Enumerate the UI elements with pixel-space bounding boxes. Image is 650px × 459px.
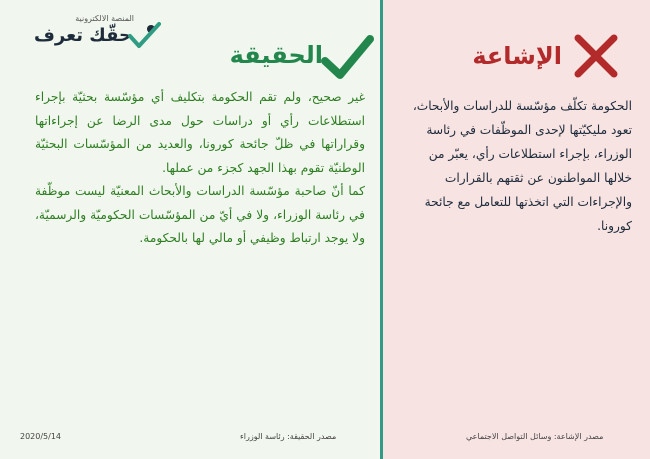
rumor-heading (450, 32, 630, 84)
platform-logo (22, 14, 162, 50)
rumor-title: الإشاعة (472, 42, 562, 70)
cross-icon (570, 32, 622, 80)
fact-title: الحقيقة (229, 41, 323, 69)
fact-source: مصدر الحقيقة: رئاسة الوزراء (240, 432, 337, 441)
logo-subtitle: المنصة الالكترونية (75, 14, 134, 23)
checkmark-icon (320, 33, 375, 81)
fact-heading (195, 33, 375, 83)
fact-body (35, 86, 365, 251)
fact-paragraph-1: غير صحيح، ولم تقم الحكومة بتكليف أي مؤسّسة بحثيّة بإجراء استطلاعات رأي أو دراسات حول مدى الرضا عن إجراءاتها وقراراتها في ظلّ جائحة كورونا، والعديد من المؤسّسات البحثيّة الوطنيّة تقوم بهذا الجهد كجزء من عملها. (35, 90, 365, 175)
rumor-source: مصدر الإشاعة: وسائل التواصل الاجتماعي (466, 432, 604, 441)
fact-paragraph-2: كما أنّ صاحبة مؤسّسة الدراسات والأبحاث المعنيّة ليست موظّفة في رئاسة الوزراء، ولا في أيّ من المؤسّسات الحكوميّة والرسميّة، ولا يوجد ارتباط وظيفي أو مالي لها بالحكومة. (35, 184, 365, 245)
rumor-body: الحكومة تكلّف مؤسّسة للدراسات والأبحاث، تعود مليكيّتها لإحدى الموظّفات في رئاسة الوزراء، بإجراء استطلاعات رأي، يعبّر من خلالها المواطنون عن ثقتهم بالقرارات والإجراءات التي اتخذتها للتعامل مع جائحة كورونا. (412, 99, 632, 233)
checkmark-figure-icon (126, 20, 162, 50)
logo-title: حقّك تعرف (34, 25, 132, 46)
publish-date: 2020/5/14 (20, 432, 62, 441)
